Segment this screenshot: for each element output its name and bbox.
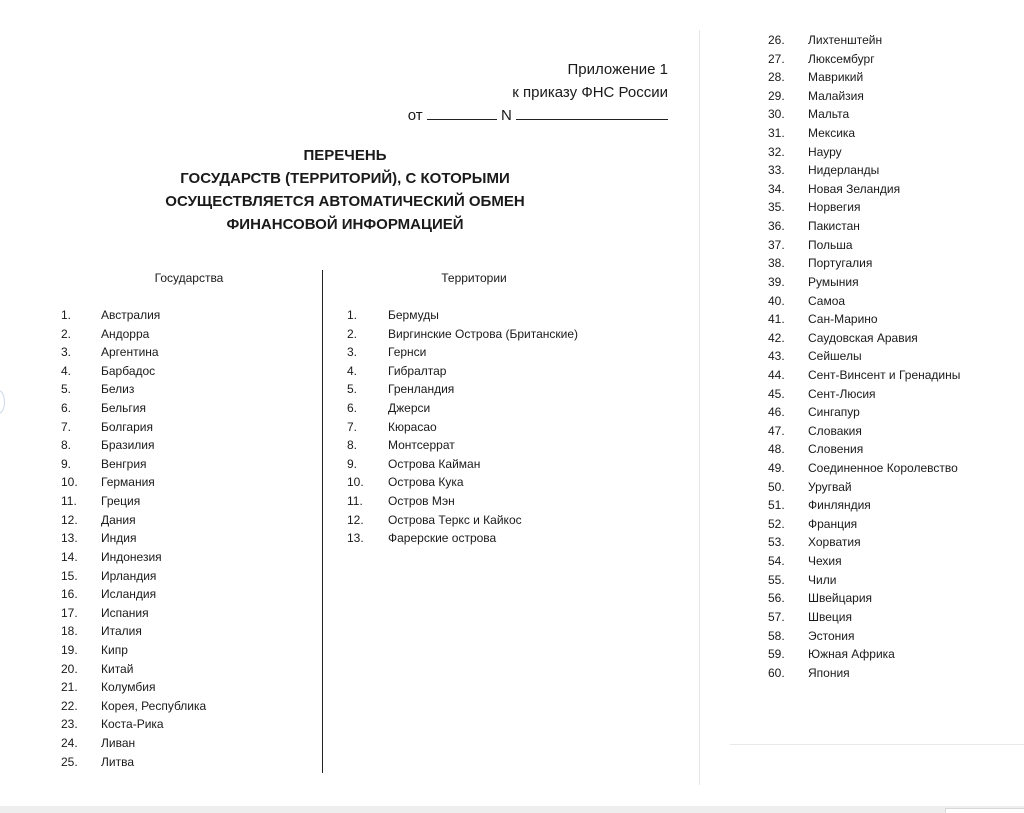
list-item [768,571,960,590]
list-item-name: Сейшелы [808,349,862,364]
list-item-name: Италия [101,624,142,639]
list-item-name: Сан-Марино [808,312,878,327]
list-item-name: Мексика [808,126,856,141]
list-item [347,455,578,474]
list-item-name: Науру [808,144,842,159]
title-line-2: ГОСУДАРСТВ (ТЕРРИТОРИЙ), С КОТОРЫМИ [180,170,510,187]
list-item-name: Малайзия [808,88,864,103]
list-item-number: 39. [768,274,785,289]
list-item [768,645,960,664]
list-item-name: Кипр [101,642,128,657]
list-item-name: Венгрия [101,456,147,471]
list-item-number: 56. [768,591,785,606]
list-item [768,347,960,366]
list-item [768,180,960,199]
list-item-name: Люксембург [808,51,875,66]
list-item [768,589,960,608]
list-item-name: Польша [808,237,853,252]
list-item-name: Бельгия [101,401,146,416]
list-item-name: Япония [808,665,850,680]
list-item-number: 54. [768,554,785,569]
list-item-name: Гернси [388,345,427,360]
list-item [61,306,206,325]
list-item-number: 1. [347,308,358,322]
list-item [61,418,206,437]
list-item-number: 59. [768,647,785,662]
list-item-number: 37. [768,237,785,252]
list-item-number: 8. [61,438,72,453]
states-column-header: Государства [154,271,224,285]
list-item [61,529,206,548]
list-item-number: 34. [768,181,785,196]
list-item-name: Словакия [808,423,862,438]
list-item [61,567,206,586]
list-item-number: 28. [768,70,785,85]
list-item-number: 22. [61,698,78,713]
order-reference: к приказу ФНС России [512,84,668,101]
document-title [95,144,595,236]
date-blank-line [427,105,497,120]
list-item-number: 29. [768,88,785,103]
list-item-number: 25. [61,754,78,769]
title-line-1: ПЕРЕЧЕНЬ [303,147,387,164]
list-item-name: Новая Зеландия [808,181,901,196]
list-item [61,660,206,679]
list-item-name: Ирландия [101,568,157,583]
list-item-number: 6. [61,401,72,416]
list-item-number: 12. [347,512,364,527]
list-item [768,50,960,69]
list-item [61,473,206,492]
list-item [768,198,960,217]
list-item-name: Фарерские острова [388,531,497,546]
list-item [61,325,206,344]
list-item-name: Чехия [808,554,842,569]
list-item-name: Индия [101,531,137,546]
territories-list [347,306,578,548]
list-item [347,306,578,325]
list-item-name: Болгария [101,419,153,434]
list-item-name: Кюрасао [388,419,437,434]
states-list-part-2 [768,31,960,682]
list-item-name: Уругвай [808,479,852,494]
list-item-name: Мальта [808,107,850,122]
list-item-number: 46. [768,405,785,420]
list-item [61,678,206,697]
list-item-name: Бразилия [101,438,155,453]
list-item-name: Индонезия [101,549,162,564]
list-item-number: 15. [61,568,78,583]
list-item-number: 3. [347,345,358,360]
list-item-number: 11. [347,494,363,509]
list-item [61,548,206,567]
number-prefix: N [500,107,512,124]
title-line-3: ОСУЩЕСТВЛЯЕТСЯ АВТОМАТИЧЕСКИЙ ОБМЕН [165,193,525,210]
list-item-name: Острова Кайман [388,456,481,471]
list-item-number: 13. [347,531,364,546]
list-item-name: Дания [101,512,136,527]
list-item-number: 4. [61,363,72,378]
list-item-number: 58. [768,628,785,643]
list-item-name: Хорватия [808,535,861,550]
list-item-name: Китай [101,661,134,676]
status-bar-tab[interactable] [945,808,1024,813]
list-item-number: 48. [768,442,785,457]
list-item-name: Коста-Рика [101,717,164,732]
list-item [768,143,960,162]
list-item-number: 16. [61,587,78,602]
list-item-number: 24. [61,736,78,751]
list-item-name: Швейцария [808,591,873,606]
list-item [61,362,206,381]
list-item-number: 18. [61,624,78,639]
list-item [61,343,206,362]
list-item-number: 40. [768,293,785,308]
list-item [347,399,578,418]
list-item [768,68,960,87]
list-item-name: Франция [808,516,858,531]
list-item-name: Андорра [101,326,150,341]
list-item-name: Нидерланды [808,163,880,178]
scroll-marker-icon[interactable] [0,390,5,414]
list-item [347,362,578,381]
list-item-name: Словения [808,442,864,457]
list-item [61,380,206,399]
list-item-number: 33. [768,163,785,178]
list-item-number: 49. [768,461,785,476]
list-item [61,753,206,772]
list-item-number: 1. [61,308,72,322]
list-item-number: 52. [768,516,785,531]
list-item [61,622,206,641]
list-item [347,343,578,362]
list-item-number: 50. [768,479,785,494]
list-item-number: 53. [768,535,785,550]
list-item [768,478,960,497]
list-item-name: Корея, Республика [101,698,207,713]
states-list-part-1 [61,306,206,771]
list-item-name: Испания [101,605,149,620]
list-item-number: 23. [61,717,78,732]
list-item-name: Южная Африка [808,647,895,662]
status-bar [0,806,1024,813]
list-item-number: 9. [61,456,72,471]
list-item [347,418,578,437]
list-item [347,529,578,548]
list-item [768,292,960,311]
page-boundary [699,30,700,785]
list-item-number: 11. [61,494,77,509]
list-item-name: Самоа [808,293,846,308]
list-item-number: 60. [768,665,785,680]
list-item [61,492,206,511]
list-item-name: Германия [101,475,155,490]
list-item [768,533,960,552]
list-item-number: 20. [61,661,78,676]
list-item [347,473,578,492]
list-item-name: Швеция [808,609,852,624]
list-item [61,641,206,660]
list-item-name: Маврикий [808,70,864,85]
list-item-number: 41. [768,312,785,327]
list-item-number: 13. [61,531,78,546]
list-item-name: Норвегия [808,200,861,215]
page-footer-rule [730,744,1024,745]
list-item-name: Бермуды [388,308,439,322]
list-item-number: 3. [61,345,72,360]
list-item-number: 36. [768,219,785,234]
list-item-number: 5. [347,382,358,397]
list-item [768,87,960,106]
list-item [347,492,578,511]
list-item-name: Лихтенштейн [808,33,883,47]
list-item [61,604,206,623]
list-item-number: 55. [768,572,785,587]
list-item-name: Литва [101,754,134,769]
list-item [768,459,960,478]
list-item-name: Чили [808,572,837,587]
list-item-name: Монтсеррат [388,438,455,453]
list-item [347,511,578,530]
list-item-number: 32. [768,144,785,159]
list-item-number: 19. [61,642,78,657]
list-item [768,627,960,646]
list-item-number: 10. [61,475,78,490]
list-item-number: 38. [768,256,785,271]
list-item-name: Джерси [388,401,431,416]
appendix-header [408,58,668,127]
list-item-name: Финляндия [808,498,871,513]
list-item [61,585,206,604]
list-item-number: 51. [768,498,785,513]
list-item-name: Австралия [101,308,161,322]
date-prefix: от [407,107,423,124]
list-item [768,515,960,534]
list-item [61,436,206,455]
list-item-number: 30. [768,107,785,122]
list-item-number: 21. [61,680,78,695]
list-item [768,385,960,404]
list-item [61,697,206,716]
list-item-name: Сент-Люсия [808,386,876,401]
list-item-number: 9. [347,456,358,471]
list-item-name: Остров Мэн [388,494,455,509]
list-item-number: 31. [768,126,785,141]
list-item-number: 17. [61,605,78,620]
list-item-name: Румыния [808,274,859,289]
list-item-number: 7. [61,419,72,434]
list-item [768,124,960,143]
list-item [347,325,578,344]
list-item [347,436,578,455]
list-item-name: Греция [101,494,141,509]
number-blank-line [516,105,668,120]
list-item-name: Белиз [101,382,135,397]
list-item [61,734,206,753]
list-item [61,455,206,474]
list-item [61,399,206,418]
list-item-number: 5. [61,382,72,397]
list-item [61,715,206,734]
list-item-number: 4. [347,363,358,378]
list-item [768,217,960,236]
list-item [768,105,960,124]
list-item-number: 44. [768,367,785,382]
list-item [768,161,960,180]
list-item-number: 43. [768,349,785,364]
list-item-name: Сент-Винсент и Гренадины [808,367,961,382]
list-item-number: 8. [347,438,358,453]
list-item [768,440,960,459]
list-item-number: 14. [61,549,78,564]
list-item-name: Соединенное Королевство [808,461,958,476]
list-item [768,366,960,385]
list-item-name: Португалия [808,256,873,271]
list-item [768,273,960,292]
list-item [61,511,206,530]
list-item-number: 57. [768,609,785,624]
list-item-name: Саудовская Аравия [808,330,918,345]
list-item-name: Острова Кука [388,475,464,490]
list-item-name: Гренландия [388,382,455,397]
list-item-number: 2. [61,326,72,341]
list-item-number: 42. [768,330,785,345]
list-item-number: 10. [347,475,364,490]
list-item [768,329,960,348]
list-item [768,552,960,571]
list-item-number: 35. [768,200,785,215]
order-date-number-line [408,104,668,127]
list-item-number: 45. [768,386,785,401]
list-item-name: Исландия [101,587,157,602]
territories-column-header: Территории [441,271,507,285]
list-item-name: Колумбия [101,680,156,695]
title-line-4: ФИНАНСОВОЙ ИНФОРМАЦИЕЙ [226,216,464,233]
list-item-number: 2. [347,326,358,341]
list-item-number: 6. [347,401,358,416]
list-item [768,608,960,627]
list-item [347,380,578,399]
list-item [768,254,960,273]
list-item-name: Виргинские Острова (Британские) [388,326,579,341]
list-item-number: 47. [768,423,785,438]
column-divider [322,270,323,773]
list-item [768,236,960,255]
list-item-name: Гибралтар [388,363,447,378]
list-item-number: 27. [768,51,785,66]
list-item [768,422,960,441]
list-item [768,310,960,329]
list-item-number: 7. [347,419,358,434]
list-item [768,496,960,515]
list-item-number: 12. [61,512,78,527]
list-item-name: Эстония [808,628,855,643]
list-item-number: 26. [768,33,785,47]
appendix-label: Приложение 1 [567,61,668,78]
list-item [768,403,960,422]
list-item [768,664,960,683]
list-item-name: Барбадос [101,363,156,378]
list-item-name: Острова Теркс и Кайкос [388,512,522,527]
list-item-name: Аргентина [101,345,159,360]
list-item [768,31,960,50]
list-item-name: Пакистан [808,219,860,234]
list-item-name: Сингапур [808,405,860,420]
list-item-name: Ливан [101,736,136,751]
